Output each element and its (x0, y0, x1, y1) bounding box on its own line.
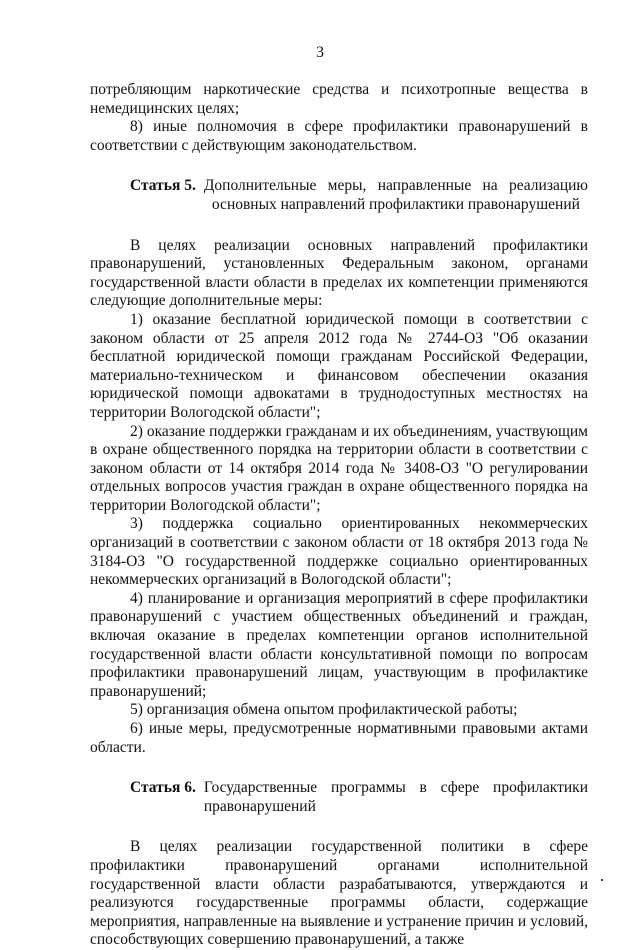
article-6-heading (90, 779, 588, 816)
article-6-label: Статья 6. (130, 779, 196, 797)
article-5-title: Дополнительные меры, направленные на реализацию основных направлений профилактики правонарушений (203, 177, 588, 213)
article-5-item-4: 4) планирование и организация мероприятий в сфере профилактики правонарушений с участием общественных объединений и граждан, включая оказание в пределах компетенции органов исполнительной государственной власти области консультативной помощи по вопросам профилактики правонарушений лицам, участвующим в профилактике правонарушений; (90, 589, 588, 700)
article-5-heading (90, 177, 588, 214)
page-number: 3 (316, 44, 324, 61)
article-6-body: В целях реализации государственной политики в сфере профилактики правонарушений органами исполнительной государственной власти области разрабатываются, утверждаются и реализуются государственные программы области, содержащие мероприятия, направленные на выявление и устранение причин и условий, способствующих совершению правонарушений, а также (90, 838, 588, 949)
document-body (90, 81, 588, 950)
article-5-item-5: 5) организация обмена опытом профилактической работы; (130, 701, 518, 719)
article-5-label: Статья 5. (130, 177, 196, 195)
paragraph-continuation: потребляющим наркотические средства и психотропные вещества в немедицинских целях; (90, 81, 588, 117)
article-6-title: Государственные программы в сфере профилактики правонарушений (203, 779, 588, 815)
article-5-item-1: 1) оказание бесплатной юридической помощи в соответствии с законом области от 25 апреля 2012 года № 2744-ОЗ "Об оказании бесплатной юридической помощи гражданам Российской Федерации, материально-техническом и финансовом обеспечении оказания юридической помощи адвокатами в труднодоступных местностях на территории Вологодской области"; (90, 310, 588, 421)
list-item-8: 8) иные полномочия в сфере профилактики правонарушений в соответствии с действующим законодательством. (90, 118, 588, 154)
article-5-item-3: 3) поддержка социально ориентированных некоммерческих организаций в соответствии с законом области от 18 октября 2013 года № 3184-ОЗ "О государственной поддержке социально ориентированных некоммерческих организаций в Вологодской области"; (90, 515, 588, 589)
scan-mark (601, 879, 603, 881)
article-5-item-2: 2) оказание поддержки гражданам и их объединениям, участвующим в охране общественного порядка на территории области в соответствии с законом области от 14 октября 2014 года № 3408-ОЗ "О регулировании отдельных вопросов участия граждан в охране общественного порядка на территории Вологодской области"; (90, 422, 588, 514)
article-5-intro: В целях реализации основных направлений профилактики правонарушений, установленных Федеральным законом, органами государственной власти области в пределах их компетенции применяются следующие дополнительные меры: (90, 236, 588, 310)
article-5-item-6: 6) иные меры, предусмотренные нормативными правовыми актами области. (90, 720, 588, 756)
